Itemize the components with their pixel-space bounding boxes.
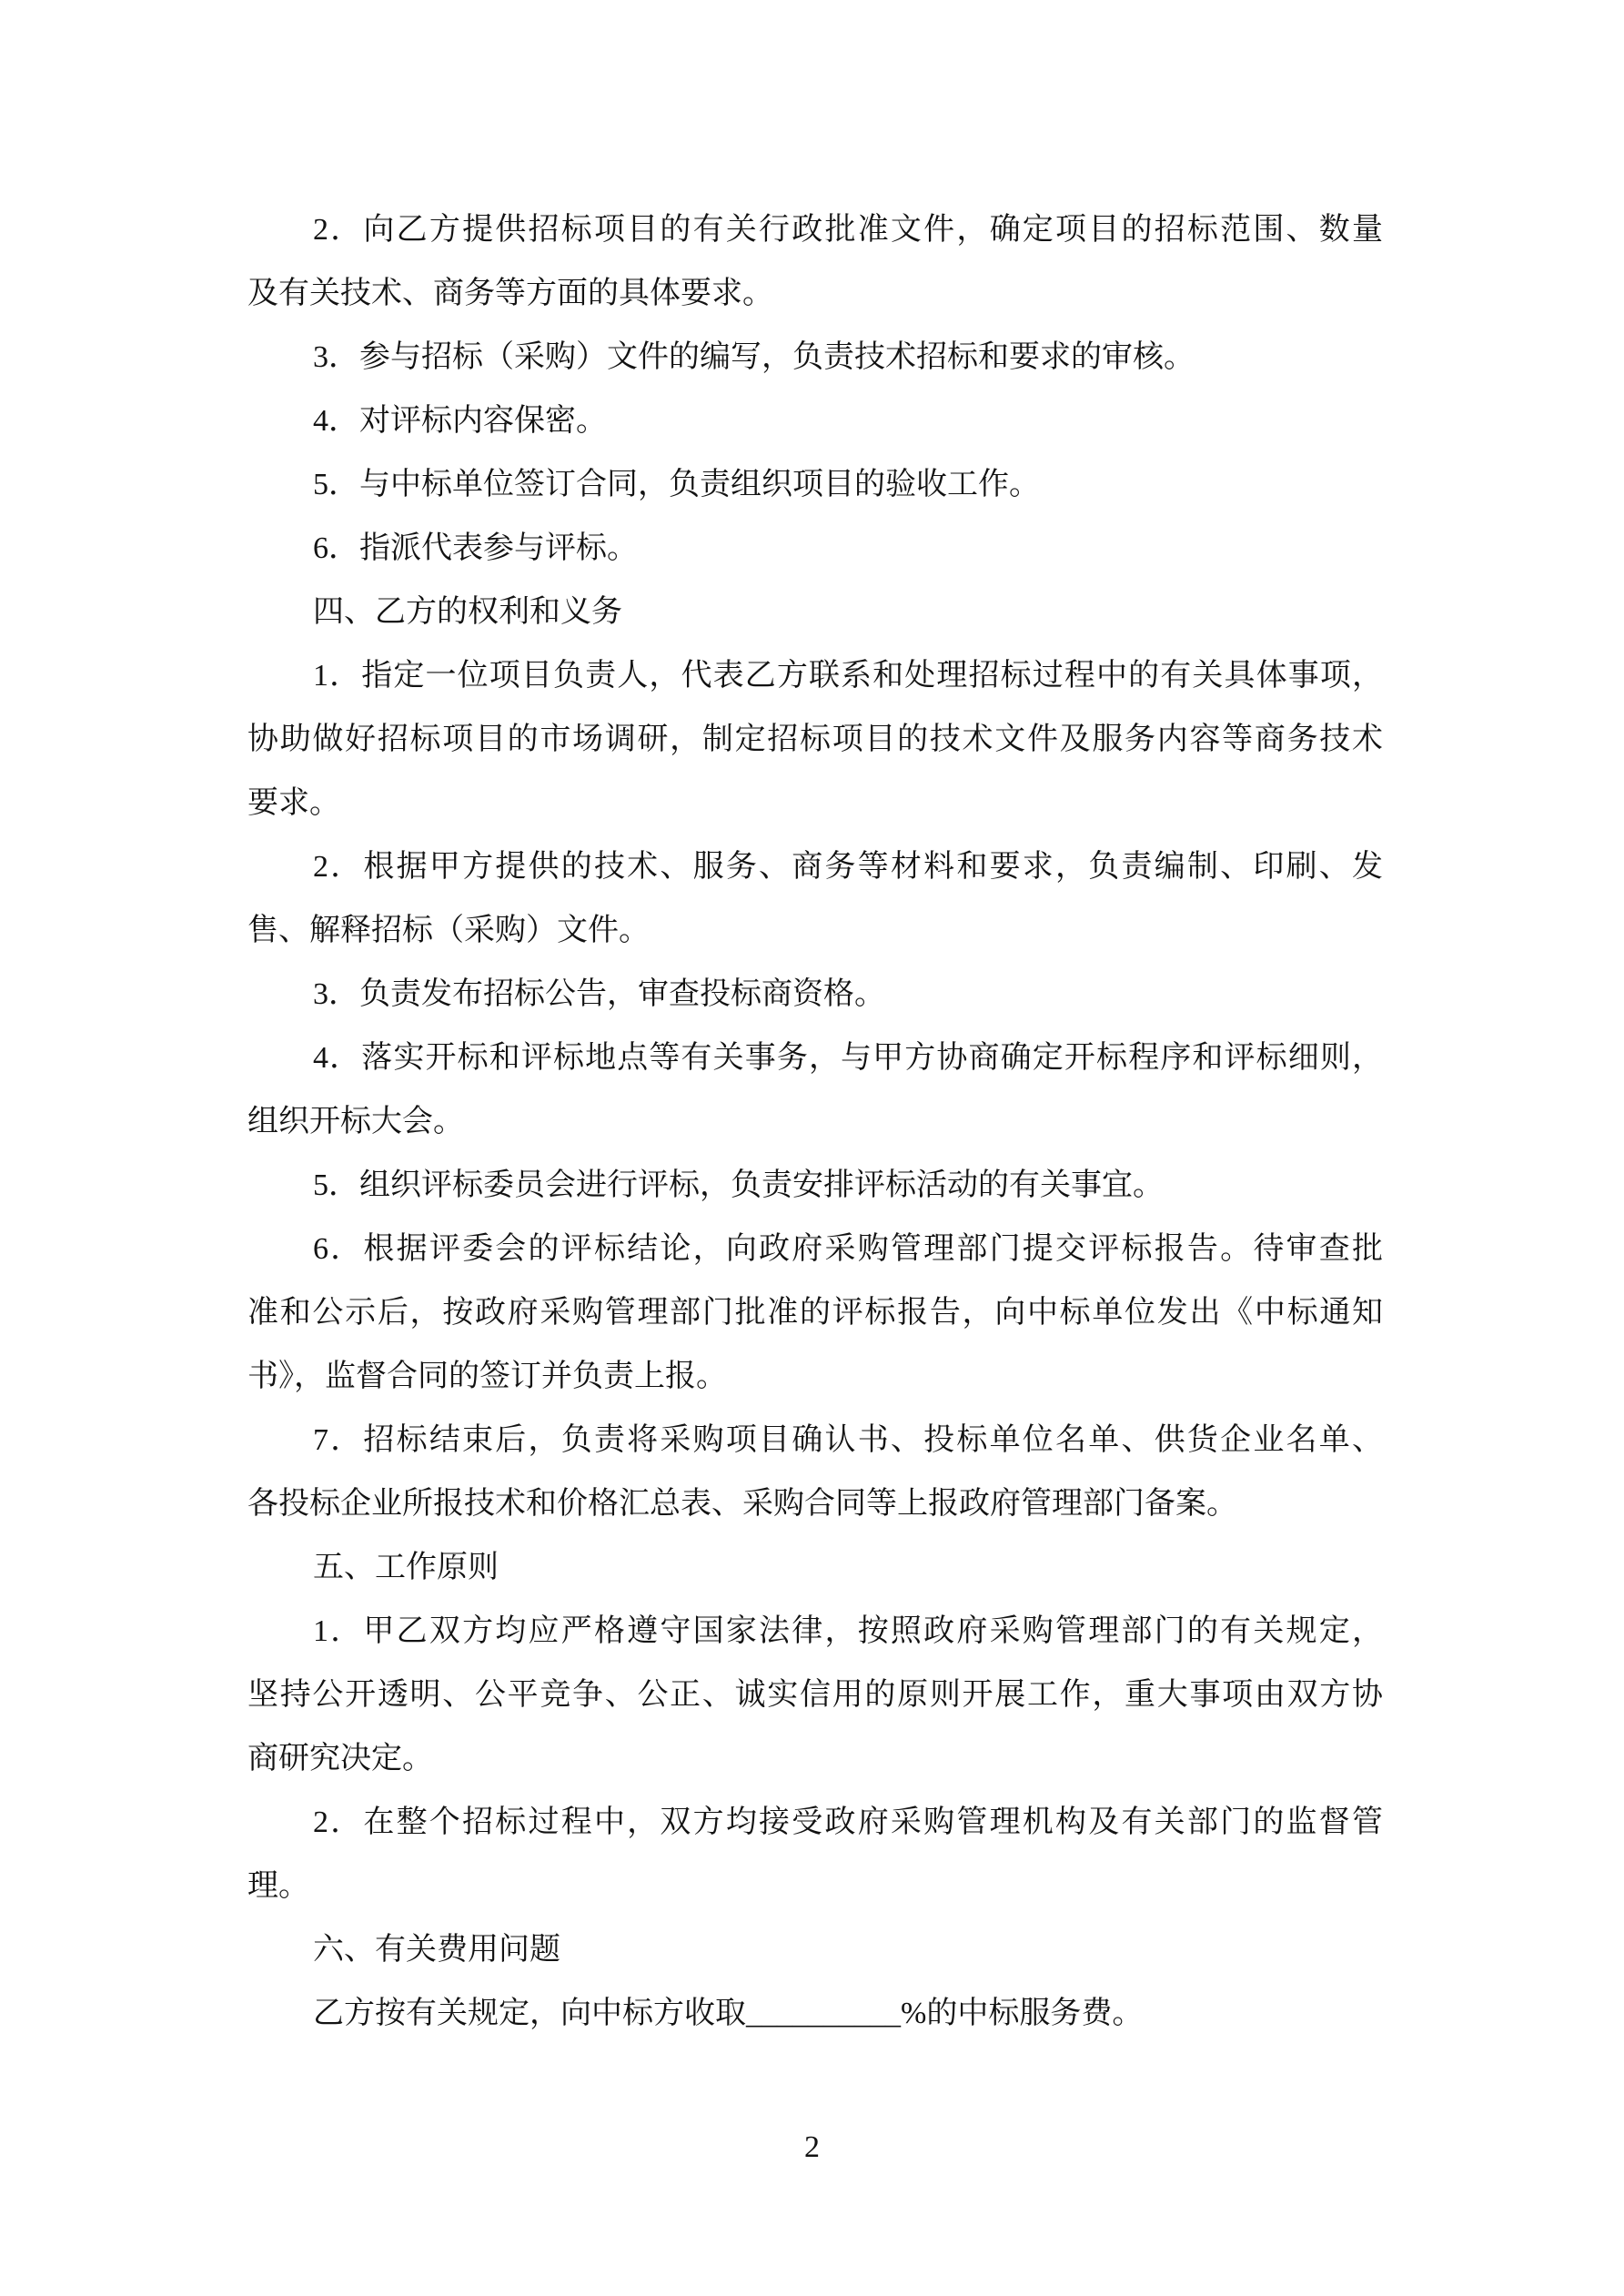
text-line: 书》，监督合同的签订并负责上报。	[247, 1360, 727, 1393]
section-heading: 六、有关费用问题	[313, 1933, 560, 1967]
section-heading: 五、工作原则	[313, 1551, 499, 1584]
text-line: 要求。	[247, 786, 340, 820]
page-number: 2	[804, 2130, 820, 2164]
text-line: 商研究决定。	[247, 1742, 433, 1775]
text-line: 6．根据评委会的评标结论，向政府采购管理部门提交评标报告。待审查批	[313, 1232, 1383, 1266]
text-line-with-fill-in-blank: 乙方按有关规定，向中标方收取__________%的中标服务费。	[313, 1997, 1144, 2030]
text-line: 2．向乙方提供招标项目的有关行政批准文件，确定项目的招标范围、数量	[313, 213, 1383, 247]
text-line: 2．在整个招标过程中，双方均接受政府采购管理机构及有关部门的监督管	[313, 1805, 1383, 1839]
text-line: 协助做好招标项目的市场调研，制定招标项目的技术文件及服务内容等商务技术	[247, 723, 1383, 756]
text-line: 组织开标大会。	[247, 1105, 464, 1138]
text-line: 3．负责发布招标公告，审查投标商资格。	[313, 977, 885, 1011]
text-line: 5．组织评标委员会进行评标，负责安排评标活动的有关事宜。	[313, 1168, 1164, 1202]
text-line: 2．根据甲方提供的技术、服务、商务等材料和要求，负责编制、印刷、发	[313, 850, 1383, 884]
text-line: 1．指定一位项目负责人，代表乙方联系和处理招标过程中的有关具体事项，	[313, 659, 1383, 693]
text-line: 售、解释招标（采购）文件。	[247, 914, 650, 947]
text-line: 5．与中标单位签订合同，负责组织项目的验收工作。	[313, 468, 1040, 501]
text-line: 准和公示后，按政府采购管理部门批准的评标报告，向中标单位发出《中标通知	[247, 1296, 1383, 1330]
text-line: 7．招标结束后，负责将采购项目确认书、投标单位名单、供货企业名单、	[313, 1423, 1383, 1457]
text-line: 各投标企业所报技术和价格汇总表、采购合同等上报政府管理部门备案。	[247, 1487, 1237, 1521]
text-line: 理。	[247, 1869, 309, 1903]
contract-body-text	[247, 198, 1383, 2046]
text-line: 1．甲乙双方均应严格遵守国家法律，按照政府采购管理部门的有关规定，	[313, 1614, 1383, 1648]
text-line: 3．参与招标（采购）文件的编写，负责技术招标和要求的审核。	[313, 340, 1195, 374]
section-heading: 四、乙方的权利和义务	[313, 595, 622, 629]
text-line: 4．落实开标和评标地点等有关事务，与甲方协商确定开标程序和评标细则，	[313, 1041, 1383, 1075]
text-line: 6．指派代表参与评标。	[313, 531, 638, 565]
text-line: 及有关技术、商务等方面的具体要求。	[247, 277, 773, 310]
text-line: 4．对评标内容保密。	[313, 404, 607, 438]
text-line: 坚持公开透明、公平竞争、公正、诚实信用的原则开展工作，重大事项由双方协	[247, 1678, 1383, 1712]
